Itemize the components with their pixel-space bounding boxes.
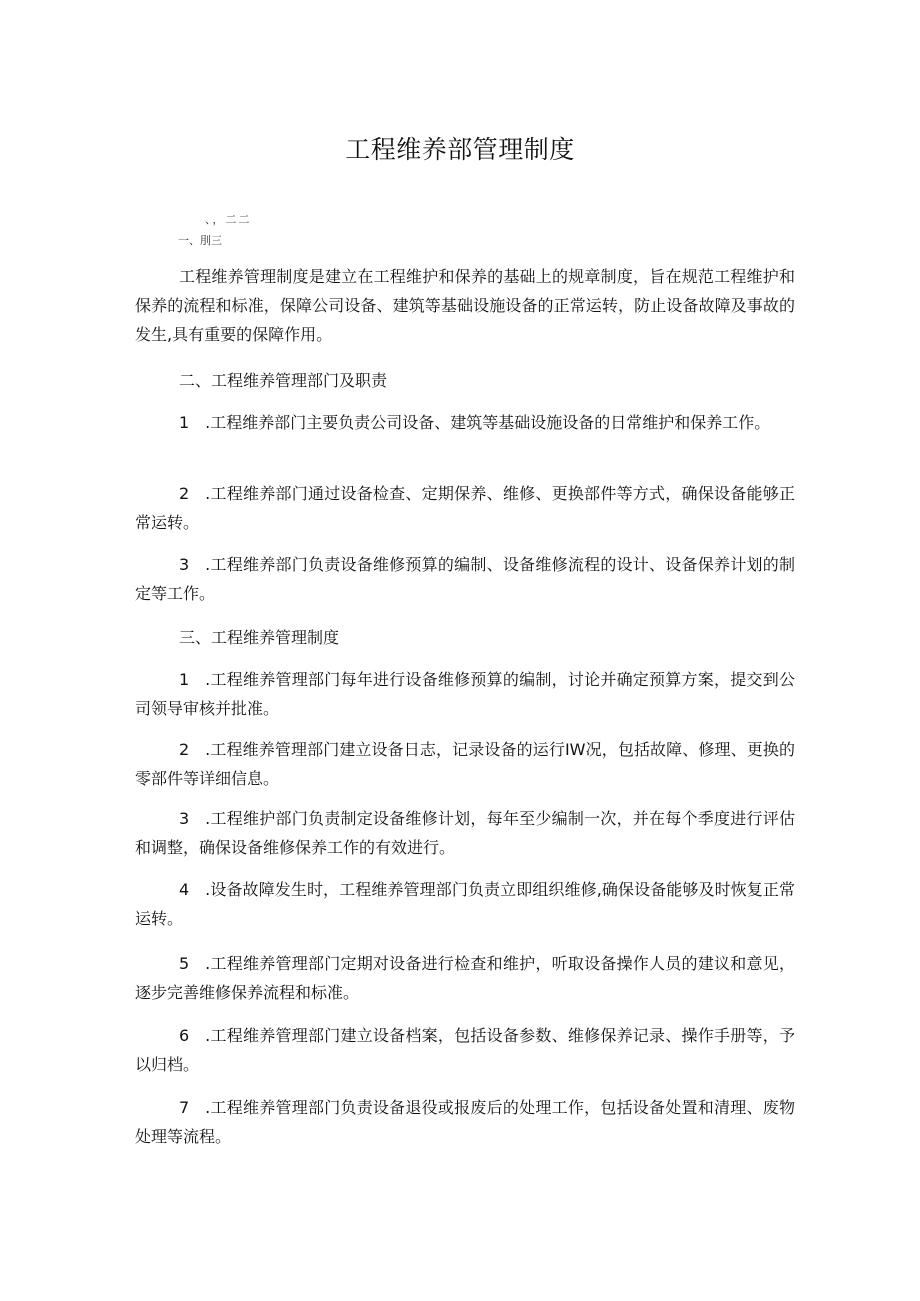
section3-heading: 三、工程维养管理制度 bbox=[179, 628, 340, 647]
section3-item: 4 .设备故障发生时，工程维养管理部门负责立即组织维修,确保设备能够及时恢复正常运转。 bbox=[135, 880, 795, 928]
section2-item: 1 .工程维养部门主要负责公司设备、建筑等基础设施设备的日常维护和保养工作。 bbox=[179, 413, 771, 432]
document-title: 工程维养部管理制度 bbox=[345, 135, 575, 164]
section3-item: 7 .工程维养管理部门负责设备退役或报废后的处理工作，包括设备处置和清理、废物处理等流程。 bbox=[135, 1098, 795, 1146]
section3-item: 6 .工程维养管理部门建立设备档案，包括设备参数、维修保养记录、操作手册等，予以归档。 bbox=[135, 1026, 795, 1074]
section2-heading: 二、工程维养管理部门及职责 bbox=[179, 371, 388, 390]
intro-paragraph: 工程维养管理制度是建立在工程维护和保养的基础上的规章制度，旨在规范工程维护和保养的流程和标准，保障公司设备、建筑等基础设施设备的正常运转，防止设备故障及事故的发生,具有重要的保障作用。 bbox=[135, 267, 795, 344]
section3-item: 2 .工程维养管理部门建立设备日志，记录设备的运行IW况，包括故障、修理、更换的零部件等详细信息。 bbox=[135, 740, 795, 788]
section3-item: 3 .工程维护部门负责制定设备维修计划，每年至少编制一次，并在每个季度进行评估和调整，确保设备维修保养工作的有效进行。 bbox=[135, 809, 795, 857]
section2-item: 3 .工程维养部门负责设备维修预算的编制、设备维修流程的设计、设备保养计划的制定等工作。 bbox=[135, 555, 795, 603]
section1-label: 一、刖三 bbox=[178, 234, 222, 247]
section3-item: 1 .工程维养管理部门每年进行设备维修预算的编制，讨论并确定预算方案，提交到公司领导审核并批准。 bbox=[135, 670, 795, 718]
section2-item: 2 .工程维养部门通过设备检查、定期保养、维修、更换部件等方式，确保设备能够正常运转。 bbox=[135, 484, 795, 532]
section3-item: 5 .工程维养管理部门定期对设备进行检查和维护，听取设备操作人员的建议和意见，逐步完善维修保养流程和标准。 bbox=[135, 954, 795, 1002]
header-fragment: 、，二二 bbox=[205, 213, 252, 226]
